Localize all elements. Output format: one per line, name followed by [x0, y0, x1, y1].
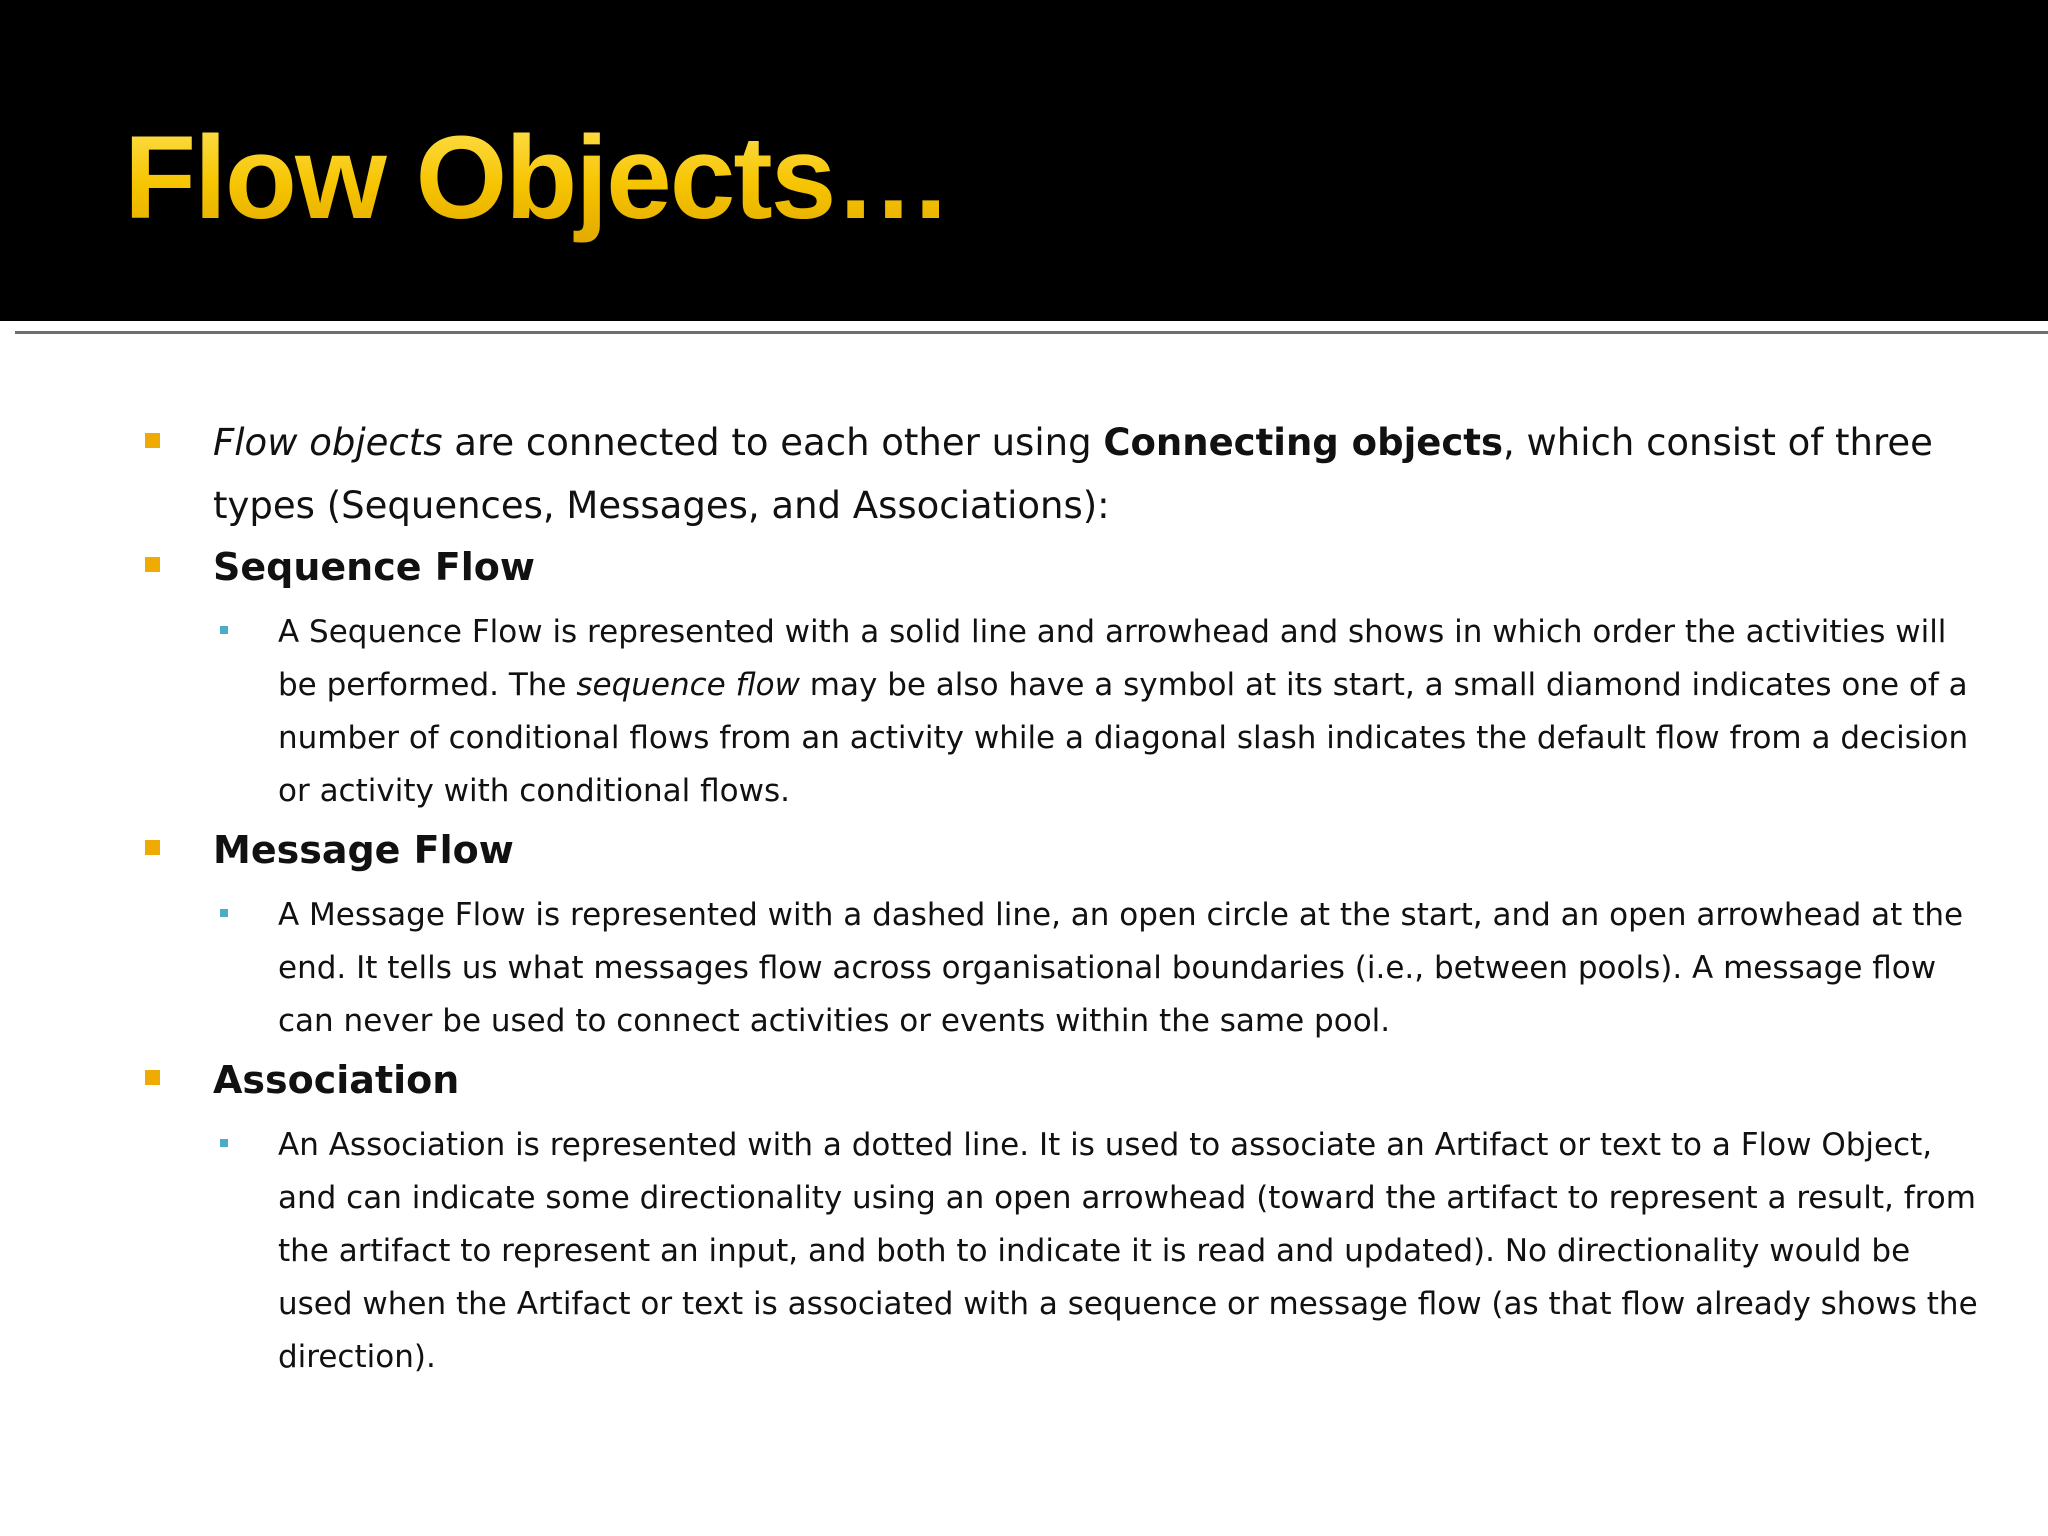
- section-heading-sequence-flow: Sequence Flow: [213, 545, 535, 589]
- sub-bullet-square-icon: [220, 909, 228, 917]
- bullet-square-icon: [145, 557, 160, 572]
- association-description: An Association is represented with a dotted line. It is used to associate an Artifact or text to a Flow Object, and can indicate some directionality using an open arrowhead (toward the artifact to represent a result, from the artifact to represent an input, and both to indicate it is read and updated). No directionality would be used when the Artifact or text is associated with a sequence or message flow (as that flow already shows the direction).: [278, 1127, 1978, 1375]
- bullet-square-icon: [145, 1070, 160, 1085]
- slide-title: Flow Objects…: [124, 108, 950, 248]
- sequence-flow-term: sequence flow: [576, 667, 800, 703]
- section-heading-message-flow: Message Flow: [213, 828, 514, 872]
- intro-paragraph: [213, 411, 1973, 537]
- section-heading-association: Association: [213, 1058, 460, 1102]
- sequence-flow-text-2: may be also have a symbol at its start, a small diamond indicates one of a number of conditional flows from an activity while a diagonal slash indicates the default flow from a decision or activity with conditional flows.: [278, 667, 1969, 809]
- bullet-square-icon: [145, 840, 160, 855]
- intro-text-2: , which consist of three types (Sequences, Messages, and Associations):: [213, 421, 1933, 527]
- flow-objects-term: Flow objects: [213, 421, 443, 464]
- sequence-flow-description: [278, 606, 1978, 818]
- intro-text-1: are connected to each other using: [442, 421, 1104, 464]
- bullet-square-icon: [145, 433, 160, 448]
- sub-bullet-square-icon: [220, 626, 228, 634]
- connecting-objects-term: Connecting objects: [1103, 421, 1503, 464]
- sequence-flow-text-1: A Sequence Flow is represented with a solid line and arrowhead and shows in which order the activities will be performed. The: [278, 614, 1947, 703]
- message-flow-description: A Message Flow is represented with a dashed line, an open circle at the start, and an open arrowhead at the end. It tells us what messages flow across organisational boundaries (i.e., between pools). A message flow can never be used to connect activities or events within the same pool.: [278, 897, 1964, 1039]
- sub-bullet-square-icon: [220, 1139, 228, 1147]
